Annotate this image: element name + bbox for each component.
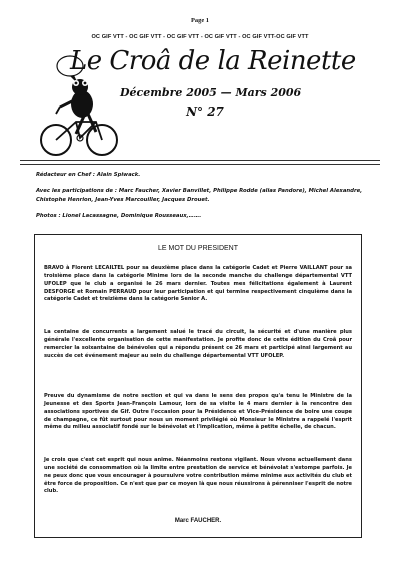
president-message-title: LE MOT DU PRESIDENT: [158, 245, 238, 252]
editor-credit: Rédacteur en Chef : Alain Spiwack.: [36, 172, 141, 178]
president-paragraph: Je crois que c'est cet esprit qui nous anime. Néanmoins restons vigilant. Nous vivons actuellement dans une société de consommation où la limite entre prestation de service et bénévolat s'estompe parfois. Je ne peux donc que vous encourager à poursuivre votre contribution même minime aux activités du club et être force de proposition. Ce n'est que par ce moyen là que nous réussirons à pérenniser l'esprit de notre club.: [44, 457, 352, 495]
issue-number: N° 27: [186, 105, 224, 119]
president-paragraph: Preuve du dynamisme de notre section et qui va dans le sens des propos qu'a tenu le Ministre de la Jeunesse et des Sports Jean-François Lamour, lors de sa visite le 4 mars dernier à la rencontre des associations sportives de Gif. Outre l'occasion pour la Présidence et Vice-Présidence de boire une coupe de champagne, ce fût surtout pour nous un moment privilégié où Monsieur le Ministre a rappelé l'esprit même du milieu associatif fondé sur le bénévolat et l'implication, même à petite échelle, de chacun.: [44, 393, 352, 431]
newsletter-title: Le Croâ de la Reinette: [70, 46, 356, 76]
photos-credit: Photos : Lionel Lacassagne, Dominique Rousseaux,…….: [36, 213, 202, 219]
president-paragraph: BRAVO à Florent LECAILTEL pour sa deuxième place dans la catégorie Cadet et Pierre VAILLANT pour sa troisième place dans la catégorie Minime lors de la seconde manche du challenge départemental VTT UFOLEP que le club a organisé le 26 mars dernier. Toutes mes félicitations également à Laurent DESFORGE et Romain PERRAUD pour leur participation et qui termine respectivement cinquième dans la catégorie Cadet et treizième dans la catégorie Senior A.: [44, 265, 352, 303]
contributors-credit: Avec les participations de : Marc Faucher, Xavier Banvillet, Philippe Rodde (alias Pandore), Michel Alexandre, Chistophe Henrion, Jean-Yves Marcouiller, Jacques Drouet.: [36, 188, 363, 203]
header-divider: [20, 160, 380, 161]
president-paragraph: La centaine de concurrents a largement salué le tracé du circuit, la sécurité et d'une manière plus générale l'excellente organisation de cette manifestation. Je profite donc de cette édition du Croâ pour remercier la soixantaine de bénévoles qui a répondu présent ce 26 mars et participé ainsi largement au succès de cet événement majeur au sein du challenge départemental VTT UFOLEP.: [44, 329, 352, 359]
president-signature: Marc FAUCHER.: [174, 518, 222, 524]
header-divider-secondary: [20, 164, 380, 165]
president-message-box: [34, 234, 362, 538]
issue-date-range: Décembre 2005 — Mars 2006: [120, 86, 302, 99]
club-banner: OC GIF VTT - OC GIF VTT - OC GIF VTT - OC GIF VTT - OC GIF VTT-OC GIF VTT: [91, 34, 309, 40]
page-number: Page 1: [191, 17, 209, 24]
